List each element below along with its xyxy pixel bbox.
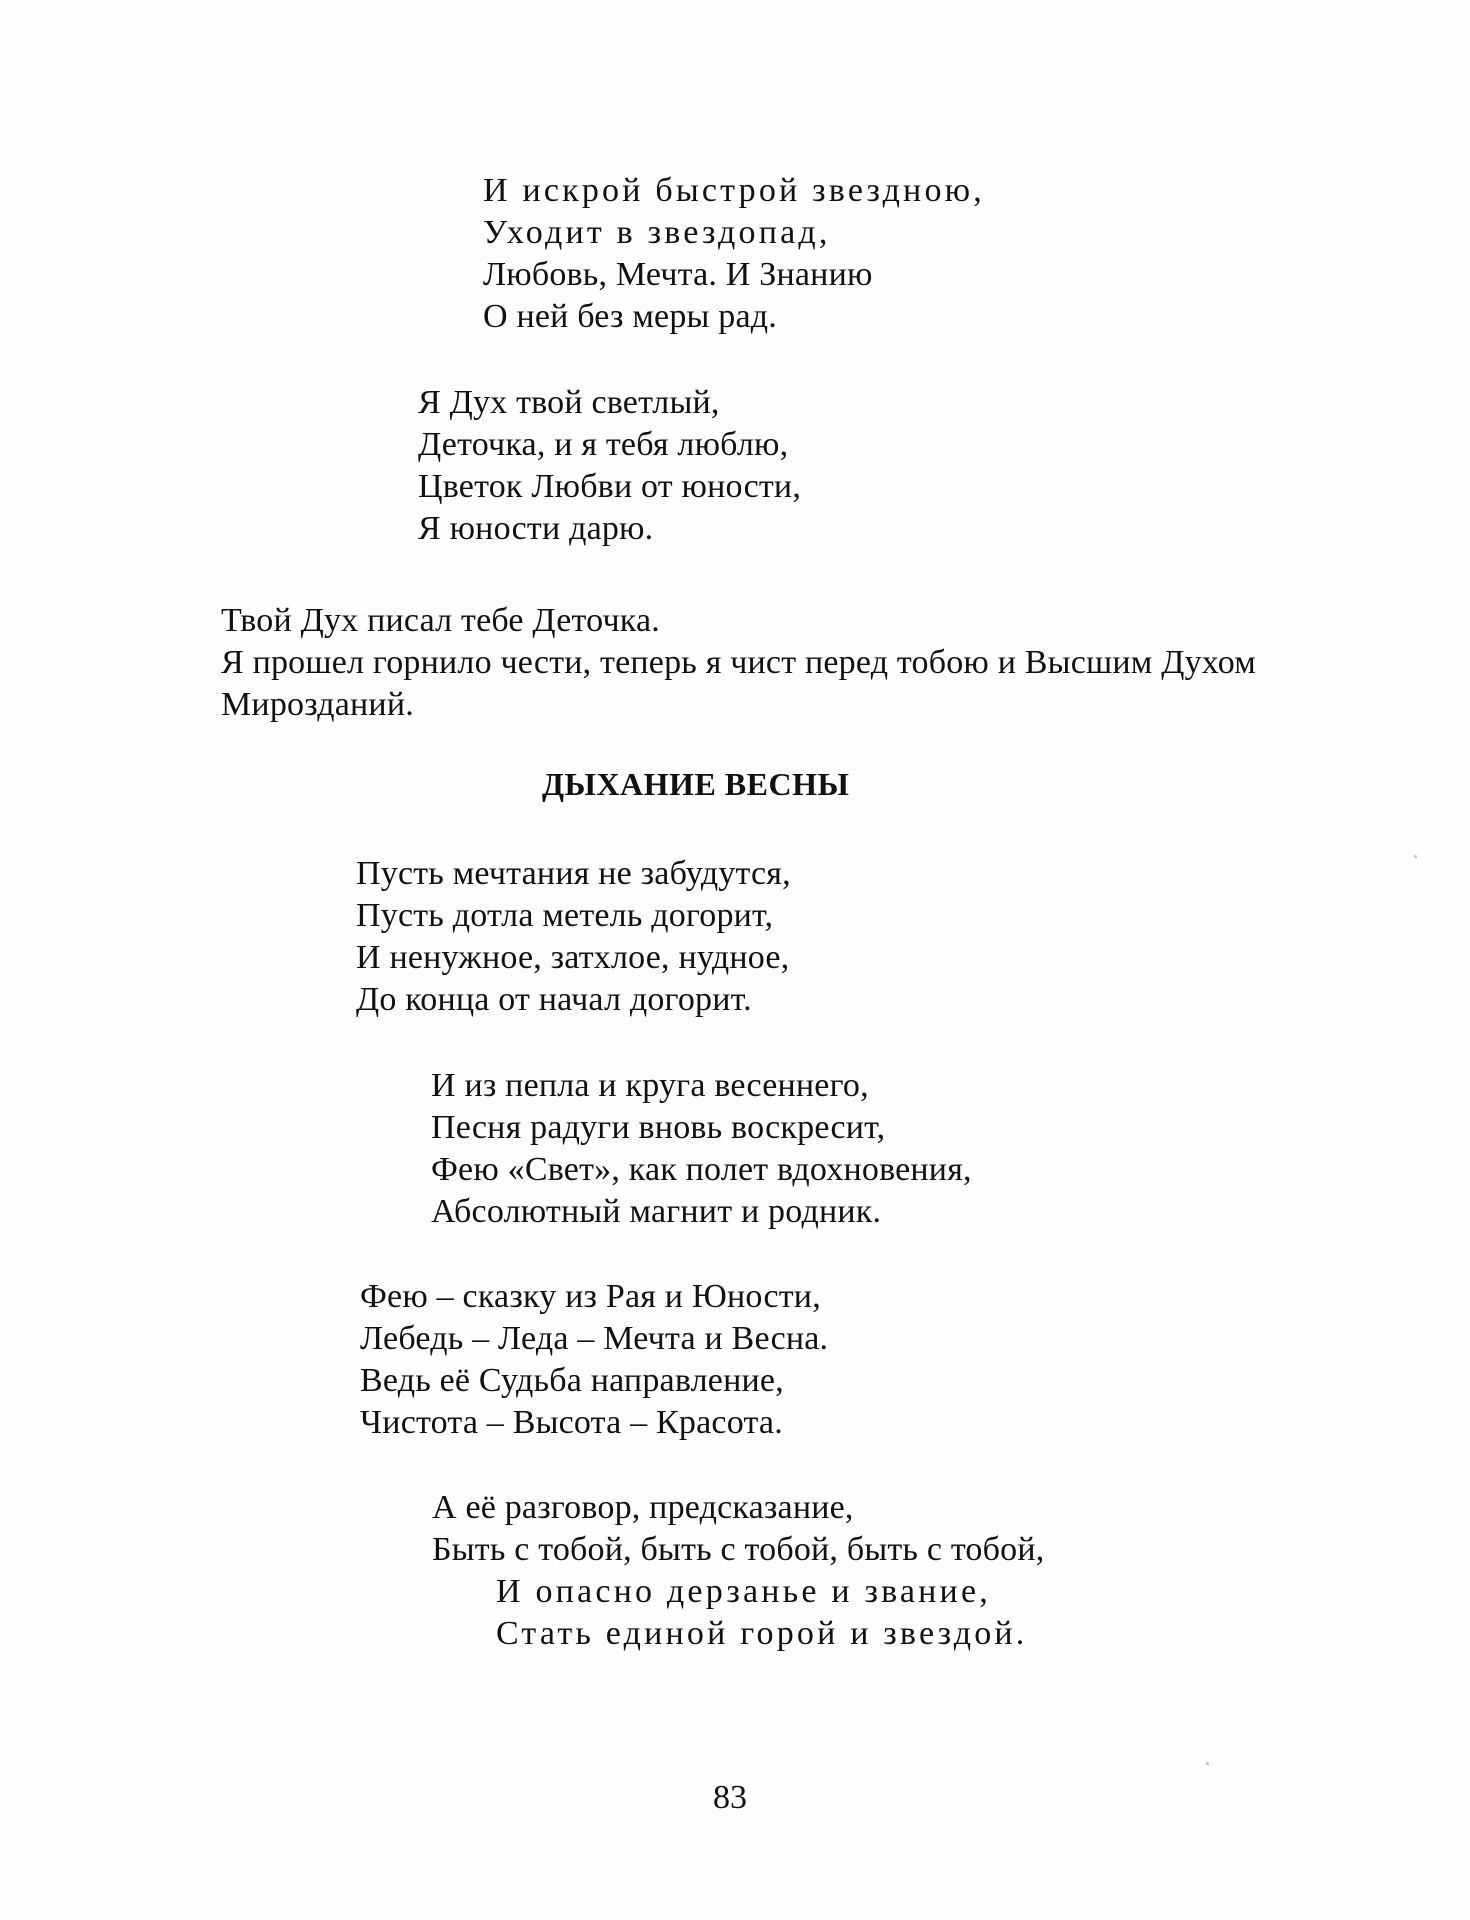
stanza-4 bbox=[431, 1065, 972, 1233]
verse-line: Фею «Свет», как полет вдохновения, bbox=[431, 1151, 972, 1188]
stanza-6-lower bbox=[496, 1571, 1028, 1655]
verse-line: И искрой быстрой звездною, bbox=[483, 172, 985, 209]
verse-line: Пусть дотла метель догорит, bbox=[356, 897, 774, 934]
verse-line: Абсолютный магнит и родник. bbox=[431, 1193, 882, 1230]
verse-line: Я юности дарю. bbox=[418, 510, 654, 547]
verse-line: Чистота – Высота – Красота. bbox=[360, 1404, 783, 1441]
stanza-1 bbox=[483, 170, 985, 338]
verse-line: И ненужное, затхлое, нудное, bbox=[356, 939, 790, 976]
verse-line: Песня радуги вновь воскресит, bbox=[431, 1109, 886, 1146]
paper-speck bbox=[1206, 1762, 1209, 1765]
page-number: 83 bbox=[713, 1779, 747, 1816]
stanza-3 bbox=[356, 853, 791, 1021]
prose-line: Я прошел горнило чести, теперь я чист перед тобою и Высшим Духом bbox=[221, 644, 1256, 681]
paper-speck bbox=[1414, 855, 1417, 858]
prose-paragraph bbox=[221, 600, 1256, 726]
stanza-5 bbox=[360, 1276, 828, 1444]
verse-line: Ведь её Судьба направление, bbox=[360, 1362, 784, 1399]
verse-line: Любовь, Мечта. И Знанию bbox=[483, 256, 873, 293]
verse-line: И опасно дерзанье и звание, bbox=[496, 1573, 991, 1610]
poem-title: ДЫХАНИЕ ВЕСНЫ bbox=[542, 766, 850, 802]
verse-line: А её разговор, предсказание, bbox=[432, 1489, 854, 1526]
prose-line: Мирозданий. bbox=[221, 686, 414, 723]
stanza-6-upper bbox=[432, 1487, 1044, 1571]
verse-line: Лебедь – Леда – Мечта и Весна. bbox=[360, 1320, 829, 1357]
verse-line: О ней без меры рад. bbox=[483, 298, 777, 335]
stanza-2 bbox=[418, 382, 801, 550]
verse-line: Цветок Любви от юности, bbox=[418, 468, 802, 505]
verse-line: До конца от начал догорит. bbox=[356, 981, 752, 1018]
prose-line: Твой Дух писал тебе Деточка. bbox=[221, 602, 660, 639]
verse-line: Пусть мечтания не забудутся, bbox=[356, 855, 791, 892]
verse-line: Деточка, и я тебя люблю, bbox=[418, 426, 789, 463]
verse-line: Уходит в звездопад, bbox=[483, 214, 831, 251]
verse-line: И из пепла и круга весеннего, bbox=[431, 1067, 869, 1104]
verse-line: Быть с тобой, быть с тобой, быть с тобой, bbox=[432, 1531, 1045, 1568]
verse-line: Стать единой горой и звездой. bbox=[496, 1615, 1028, 1652]
verse-line: Я Дух твой светлый, bbox=[418, 384, 720, 421]
verse-line: Фею – сказку из Рая и Юности, bbox=[360, 1278, 821, 1315]
